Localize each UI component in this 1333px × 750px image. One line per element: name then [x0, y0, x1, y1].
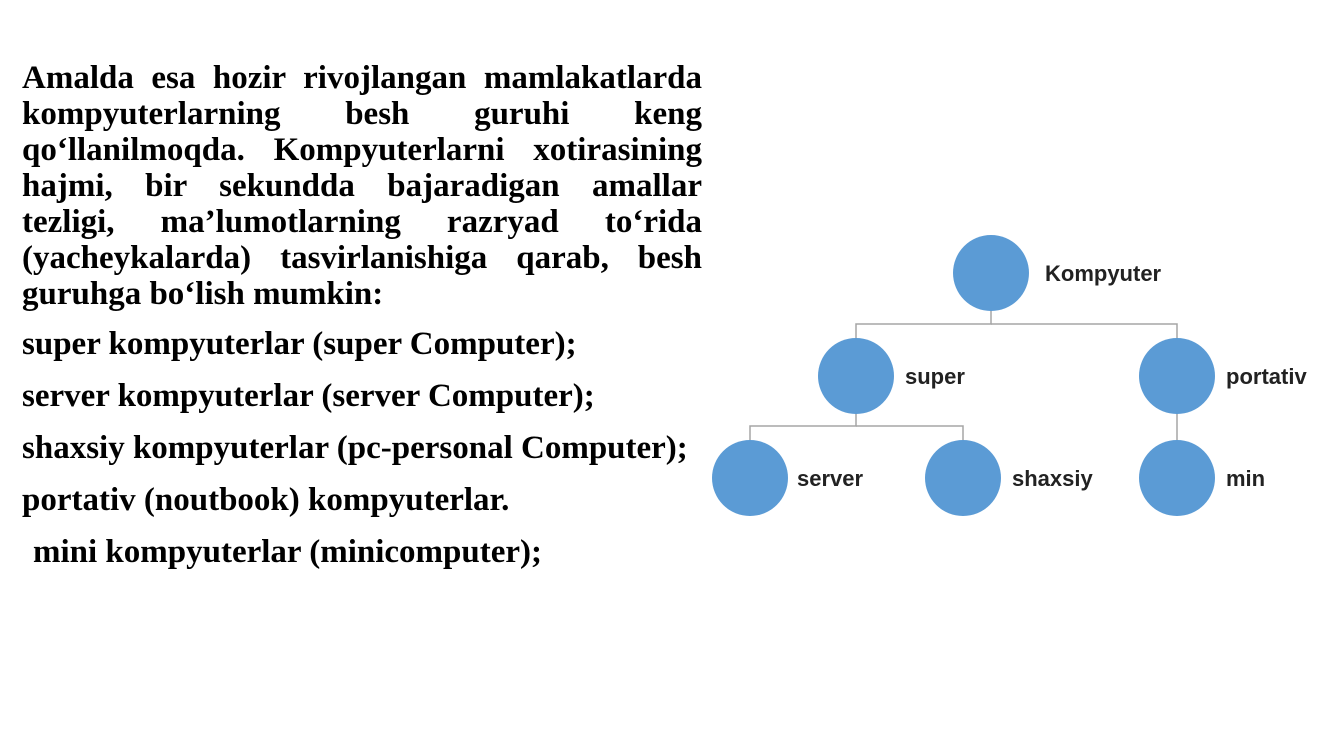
- connector-super-shaxsiy: [856, 426, 963, 441]
- node-kompyuter: [953, 235, 1162, 311]
- list-item-shaxsiy: shaxsiy kompyuterlar (pc-personal Computer);: [22, 430, 688, 466]
- node-portativ: [1139, 338, 1307, 414]
- node-circle: [925, 440, 1001, 516]
- list-item-server: server kompyuterlar (server Computer);: [22, 378, 595, 414]
- node-circle: [1139, 338, 1215, 414]
- node-label: Kompyuter: [1045, 261, 1162, 286]
- list-item-portativ: portativ (noutbook) kompyuterlar.: [22, 482, 510, 518]
- node-circle: [953, 235, 1029, 311]
- connector-super-children: [750, 413, 856, 441]
- node-shaxsiy: [925, 440, 1093, 516]
- connector-root-children: [856, 311, 991, 339]
- list-item-super: super kompyuterlar (super Computer);: [22, 326, 577, 362]
- node-label: portativ: [1226, 364, 1307, 389]
- node-circle: [1139, 440, 1215, 516]
- node-label: min: [1226, 466, 1266, 491]
- node-circle: [712, 440, 788, 516]
- intro-paragraph: Amalda esa hozir rivojlangan mamlakatlarda kompyuterlarning besh guruhi keng qo‘llanilmoqda. Kompyuterlarni xotirasining hajmi, bir sekundda bajaradigan amallar tezligi, ma’lumotlarning razryad to‘rida (yacheykalarda) tasvirlanishiga qarab, besh guruhga bo‘lish mumkin:: [22, 60, 702, 312]
- node-circle: [818, 338, 894, 414]
- node-label: shaxsiy: [1012, 466, 1093, 491]
- node-label: super: [905, 364, 965, 389]
- node-server: [712, 440, 864, 516]
- connector-root-portativ: [991, 324, 1177, 339]
- node-super: [818, 338, 965, 414]
- list-item-mini: mini kompyuterlar (minicomputer);: [33, 534, 543, 570]
- node-min: [1139, 440, 1265, 516]
- node-label: server: [797, 466, 864, 491]
